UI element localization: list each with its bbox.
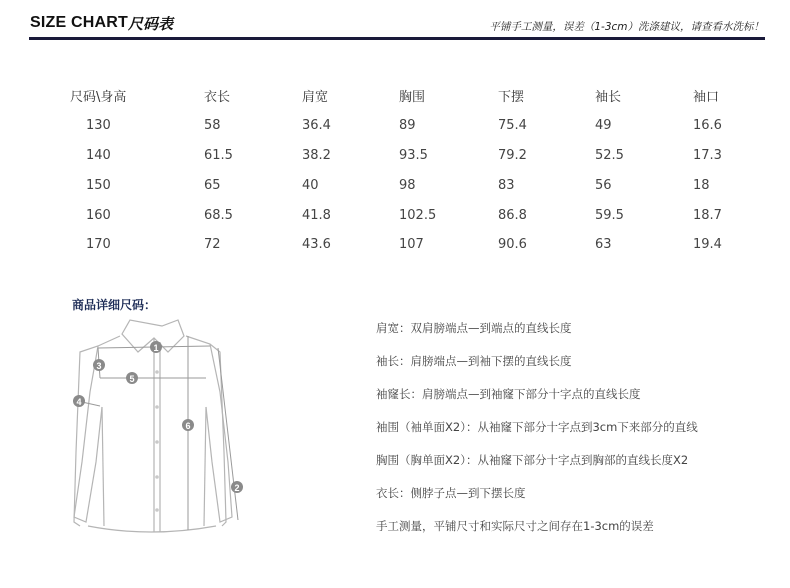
table-cell: 75.4 xyxy=(498,118,527,133)
shirt-buttons xyxy=(155,370,159,512)
table-cell: 83 xyxy=(498,178,515,193)
shirt-measurement-diagram xyxy=(60,312,270,572)
table-cell: 59.5 xyxy=(595,208,624,223)
col-header: 胸围 xyxy=(399,90,426,105)
svg-text:2: 2 xyxy=(234,483,240,493)
col-header: 肩宽 xyxy=(302,90,329,105)
desc-sleeve-girth: 袖围（袖单面X2）：从袖窿下部分十字点到3cm下来部分的直线 xyxy=(376,420,698,434)
svg-text:6: 6 xyxy=(185,421,191,431)
svg-text:3: 3 xyxy=(96,361,102,371)
header-rule xyxy=(29,37,765,40)
table-cell: 63 xyxy=(595,237,612,252)
table-cell: 140 xyxy=(86,148,111,163)
table-cell: 68.5 xyxy=(204,208,233,223)
title-en: SIZE CHART xyxy=(30,14,128,31)
col-header: 下摆 xyxy=(498,90,525,105)
table-cell: 18.7 xyxy=(693,208,722,223)
table-cell: 65 xyxy=(204,178,221,193)
table-cell: 89 xyxy=(399,118,416,133)
marker-3 xyxy=(93,359,105,371)
desc-tolerance-note: 手工测量，平铺尺寸和实际尺寸之间存在1-3cm的误差 xyxy=(376,519,654,533)
table-cell: 18 xyxy=(693,178,710,193)
svg-text:1: 1 xyxy=(153,343,159,353)
svg-text:5: 5 xyxy=(129,374,135,384)
table-cell: 56 xyxy=(595,178,612,193)
table-cell: 19.4 xyxy=(693,237,722,252)
svg-text:4: 4 xyxy=(76,397,82,407)
table-cell: 98 xyxy=(399,178,416,193)
measurement-note: 平铺手工测量，误差（1-3cm）洗涤建议，请查看水洗标！ xyxy=(489,21,764,33)
table-cell: 36.4 xyxy=(302,118,331,133)
table-cell: 16.6 xyxy=(693,118,722,133)
table-cell: 150 xyxy=(86,178,111,193)
table-cell: 86.8 xyxy=(498,208,527,223)
table-cell: 43.6 xyxy=(302,237,331,252)
measure-section-title: 商品详细尺码： xyxy=(72,298,157,312)
desc-sleeve-length: 袖长：肩膀端点—到袖下摆的直线长度 xyxy=(376,354,572,368)
table-cell: 58 xyxy=(204,118,221,133)
table-cell: 170 xyxy=(86,237,111,252)
table-cell: 160 xyxy=(86,208,111,223)
marker-6 xyxy=(182,419,194,431)
col-header: 袖长 xyxy=(595,90,622,105)
table-cell: 107 xyxy=(399,237,424,252)
title-cn: 尺码表 xyxy=(128,15,174,33)
col-header: 袖口 xyxy=(693,90,720,105)
col-header: 尺码\身高 xyxy=(70,90,127,105)
table-cell: 93.5 xyxy=(399,148,428,163)
table-cell: 41.8 xyxy=(302,208,331,223)
table-cell: 52.5 xyxy=(595,148,624,163)
table-cell: 40 xyxy=(302,178,319,193)
desc-chest-girth: 胸围（胸单面X2）：从袖窿下部分十字点到胸部的直线长度X2 xyxy=(376,453,689,467)
header xyxy=(0,0,790,42)
col-header: 衣长 xyxy=(204,90,231,105)
table-cell: 90.6 xyxy=(498,237,527,252)
marker-1 xyxy=(150,341,162,353)
table-cell: 61.5 xyxy=(204,148,233,163)
marker-4 xyxy=(73,395,85,407)
table-cell: 38.2 xyxy=(302,148,331,163)
table-cell: 102.5 xyxy=(399,208,437,223)
desc-armhole-length: 袖窿长：肩膀端点—到袖窿下部分十字点的直线长度 xyxy=(376,387,641,401)
marker-5 xyxy=(126,372,138,384)
measurement-markers xyxy=(73,341,243,493)
table-cell: 72 xyxy=(204,237,221,252)
marker-2 xyxy=(231,481,243,493)
table-cell: 17.3 xyxy=(693,148,722,163)
table-cell: 49 xyxy=(595,118,612,133)
desc-shoulder-width: 肩宽：双肩膀端点—到端点的直线长度 xyxy=(376,321,572,335)
table-cell: 79.2 xyxy=(498,148,527,163)
desc-body-length: 衣长：侧脖子点—到下摆长度 xyxy=(376,486,526,500)
table-cell: 130 xyxy=(86,118,111,133)
